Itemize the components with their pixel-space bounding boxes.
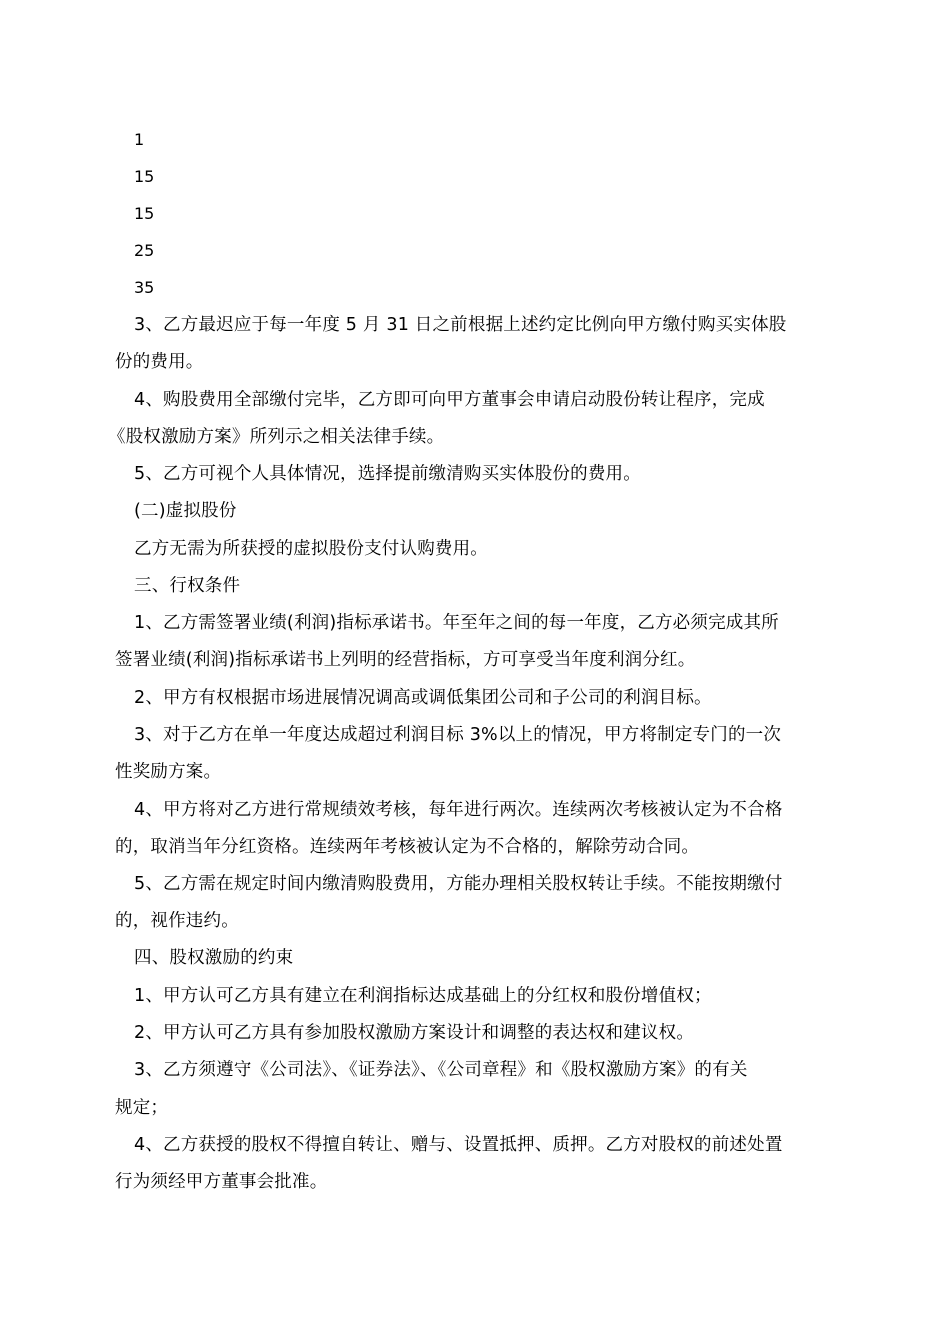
section-heading: 三、行权条件 [134,576,241,596]
paragraph-line: 4、乙方获授的股权不得擅自转让、赠与、设置抵押、质押。乙方对股权的前述处置 [134,1135,783,1155]
paragraph-line: 4、购股费用全部缴付完毕，乙方即可向甲方董事会申请启动股份转让程序，完成 [134,390,765,410]
paragraph-line: 乙方无需为所获授的虚拟股份支付认购费用。 [134,539,488,559]
number-item-5: 35 [134,278,155,297]
paragraph-line: 1、甲方认可乙方具有建立在利润指标达成基础上的分红权和股份增值权； [134,986,712,1006]
number-item-4: 25 [134,241,155,260]
paragraph-line: 《股权激励方案》所列示之相关法律手续。 [108,427,445,447]
paragraph-line: 2、甲方有权根据市场进展情况调高或调低集团公司和子公司的利润目标。 [134,688,712,708]
paragraph-line: 1、乙方需签署业绩(利润)指标承诺书。年至年之间的每一年度，乙方必须完成其所 [134,613,779,633]
number-item-3: 15 [134,204,155,223]
paragraph-line: 的，视作违约。 [115,911,239,931]
paragraph-line: 2、甲方认可乙方具有参加股权激励方案设计和调整的表达权和建议权。 [134,1023,695,1043]
section-heading: (二)虚拟股份 [134,501,237,521]
number-item-2: 15 [134,167,155,186]
paragraph-line: 签署业绩(利润)指标承诺书上列明的经营指标，方可享受当年度利润分红。 [115,650,696,670]
paragraph-line: 性奖励方案。 [115,762,222,782]
paragraph-line: 4、甲方将对乙方进行常规绩效考核，每年进行两次。连续两次考核被认定为不合格 [134,800,783,820]
paragraph-line: 3、乙方最迟应于每一年度 5 月 31 日之前根据上述约定比例向甲方缴付购买实体股 [134,315,787,335]
paragraph-line: 规定； [115,1098,169,1118]
paragraph-line: 3、乙方须遵守《公司法》、《证券法》、《公司章程》和《股权激励方案》的有关 [134,1060,748,1080]
paragraph-line: 5、乙方需在规定时间内缴清购股费用，方能办理相关股权转让手续。不能按期缴付 [134,874,783,894]
section-heading: 四、股权激励的约束 [134,948,294,968]
paragraph-line: 份的费用。 [115,352,204,372]
paragraph-line: 的，取消当年分红资格。连续两年考核被认定为不合格的，解除劳动合同。 [115,837,700,857]
paragraph-line: 5、乙方可视个人具体情况，选择提前缴清购买实体股份的费用。 [134,464,641,484]
paragraph-line: 行为须经甲方董事会批准。 [115,1172,328,1192]
paragraph-line: 3、对于乙方在单一年度达成超过利润目标 3%以上的情况，甲方将制定专门的一次 [134,725,782,745]
number-item-1: 1 [134,130,145,149]
